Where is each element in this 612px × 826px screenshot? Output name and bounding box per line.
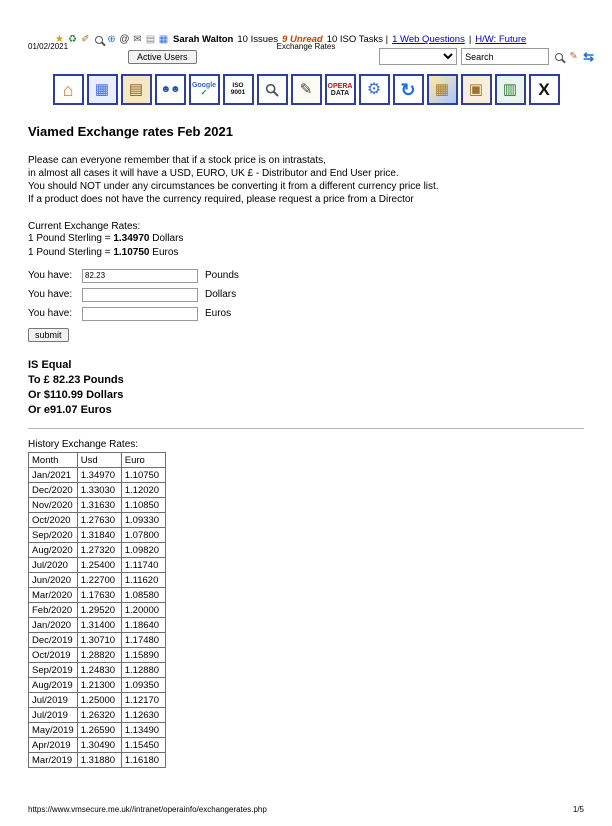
hw-future-link[interactable]: H/W: Future <box>475 34 527 45</box>
history-row <box>29 588 166 603</box>
rate-prefix: 1 Pound Sterling = <box>28 247 114 258</box>
history-cell: 1.16180 <box>121 753 165 768</box>
history-cell: 1.24830 <box>77 663 121 678</box>
pounds-input[interactable] <box>82 269 198 283</box>
meeting-toolbar-button[interactable] <box>427 74 458 105</box>
usd-rate-line <box>28 232 584 246</box>
history-cell: Nov/2020 <box>29 498 78 513</box>
history-cell: 1.31840 <box>77 528 121 543</box>
history-cell: 1.20000 <box>121 603 165 618</box>
at-icon[interactable]: @ <box>119 33 130 45</box>
history-row <box>29 618 166 633</box>
history-cell: Jan/2020 <box>29 618 78 633</box>
history-cell: Dec/2019 <box>29 633 78 648</box>
dollars-input[interactable] <box>82 288 198 302</box>
excel-icon: X <box>538 80 550 99</box>
history-cell: 1.17630 <box>77 588 121 603</box>
result-pounds-line: To £ 82.23 Pounds <box>28 374 124 386</box>
history-table-head <box>29 453 166 468</box>
user-name: Sarah Walton <box>173 34 234 45</box>
history-row <box>29 753 166 768</box>
web-questions-link[interactable]: 1 Web Questions <box>392 34 465 45</box>
history-cell: Jun/2020 <box>29 573 78 588</box>
main-content <box>0 124 612 768</box>
history-cell: 1.15890 <box>121 648 165 663</box>
history-cell: 1.18640 <box>121 618 165 633</box>
magnifier-glyph <box>95 36 103 44</box>
month-column-header: Month <box>29 453 78 468</box>
submit-button[interactable]: submit <box>28 328 69 342</box>
history-row <box>29 558 166 573</box>
history-row <box>29 528 166 543</box>
history-cell: 1.25400 <box>77 558 121 573</box>
euro-column-header: Euro <box>121 453 165 468</box>
search-toolbar-button[interactable] <box>257 74 288 105</box>
magnifier-glyph <box>555 53 563 61</box>
history-cell: 1.31880 <box>77 753 121 768</box>
history-cell: 1.26320 <box>77 708 121 723</box>
history-row <box>29 483 166 498</box>
history-row <box>29 633 166 648</box>
history-cell: 1.27630 <box>77 513 121 528</box>
history-cell: Jul/2020 <box>29 558 78 573</box>
history-cell: 1.12020 <box>121 483 165 498</box>
globe-icon[interactable]: ⊕ <box>107 33 116 45</box>
history-cell: May/2019 <box>29 723 78 738</box>
search-go-icon[interactable] <box>553 51 564 62</box>
history-cell: 1.11620 <box>121 573 165 588</box>
history-cell: Jul/2019 <box>29 693 78 708</box>
current-rates-label: Current Exchange Rates: <box>28 221 141 232</box>
history-cell: 1.15450 <box>121 738 165 753</box>
history-cell: 1.21300 <box>77 678 121 693</box>
section-divider <box>28 428 584 429</box>
history-row <box>29 648 166 663</box>
unread-count: 9 Unread <box>282 34 323 45</box>
main-toolbar <box>0 74 612 105</box>
history-cell: 1.34970 <box>77 468 121 483</box>
history-cell: Mar/2019 <box>29 753 78 768</box>
print-header <box>28 42 584 52</box>
rate-suffix: Euros <box>149 247 179 258</box>
opera-data-icon: OPERA <box>327 82 353 90</box>
print-footer <box>28 805 584 814</box>
google-icon: Google <box>191 82 217 89</box>
gears-icon: ⚙ <box>366 80 382 98</box>
history-row <box>29 573 166 588</box>
history-cell: 1.33030 <box>77 483 121 498</box>
excel-toolbar-button[interactable] <box>529 74 560 105</box>
opera-data-icon-line2: DATA <box>330 89 350 97</box>
history-row <box>29 543 166 558</box>
history-cell: 1.31630 <box>77 498 121 513</box>
dollars-unit-label: Dollars <box>205 289 237 300</box>
euro-rate-line <box>28 246 584 260</box>
history-table-body <box>29 468 166 768</box>
print-page-number: 1/5 <box>572 805 584 814</box>
history-row <box>29 468 166 483</box>
history-row <box>29 723 166 738</box>
edit-icon: ✎ <box>299 81 313 98</box>
usd-column-header: Usd <box>77 453 121 468</box>
converter-form <box>28 266 584 342</box>
conversion-result <box>28 358 584 418</box>
euros-unit-label: Euros <box>205 308 232 319</box>
history-row <box>29 678 166 693</box>
history-row <box>29 498 166 513</box>
history-cell: 1.10750 <box>121 468 165 483</box>
active-users-button[interactable]: Active Users <box>128 50 197 64</box>
history-cell: 1.10850 <box>121 498 165 513</box>
history-cell: Aug/2019 <box>29 678 78 693</box>
print-title: Exchange Rates <box>276 42 336 51</box>
notice-line: in almost all cases it will have a USD, EURO, UK £ - Distributor and End User price. <box>28 168 399 179</box>
package-toolbar-button[interactable] <box>461 74 492 105</box>
google-toolbar-button[interactable] <box>189 74 220 105</box>
history-cell: Jul/2019 <box>29 708 78 723</box>
star-icon[interactable]: ★ <box>55 33 64 45</box>
history-header-row <box>29 453 166 468</box>
users-icon: ☻☻ <box>160 83 180 95</box>
history-cell: 1.07800 <box>121 528 165 543</box>
history-row <box>29 738 166 753</box>
books-icon: ▥ <box>502 81 518 98</box>
meeting-icon: ▦ <box>434 81 450 98</box>
iso9001-icon: ISO 9001 <box>230 82 246 96</box>
euros-input[interactable] <box>82 307 198 321</box>
history-cell: 1.17480 <box>121 633 165 648</box>
history-cell: Jan/2021 <box>29 468 78 483</box>
history-cell: Sep/2019 <box>29 663 78 678</box>
usd-rate-value: 1.34970 <box>113 233 150 244</box>
history-cell: 1.29520 <box>77 603 121 618</box>
history-cell: 1.26590 <box>77 723 121 738</box>
notice-line: You should NOT under any circumstances be converting it from a different currency price list. <box>28 181 439 192</box>
mail-icon[interactable]: ✉ <box>133 33 142 45</box>
history-row <box>29 603 166 618</box>
document-icon[interactable]: ▤ <box>145 33 156 45</box>
refresh-toolbar-button[interactable] <box>393 74 424 105</box>
history-cell: Oct/2020 <box>29 513 78 528</box>
you-have-label: You have: <box>28 308 73 319</box>
print-date: 01/02/2021 <box>28 42 69 51</box>
history-row <box>29 513 166 528</box>
books-toolbar-button[interactable] <box>495 74 526 105</box>
history-cell: 1.09350 <box>121 678 165 693</box>
history-table <box>28 452 166 768</box>
notice-line: Please can everyone remember that if a stock price is on intrastats, <box>28 155 326 166</box>
recycle-icon[interactable]: ♻ <box>68 33 77 45</box>
home-icon: ⌂ <box>62 79 74 100</box>
result-euros-line: Or e91.07 Euros <box>28 404 112 416</box>
history-cell: 1.12880 <box>121 663 165 678</box>
history-cell: 1.13490 <box>121 723 165 738</box>
euro-rate-value: 1.10750 <box>113 247 150 258</box>
archive-toolbar-button[interactable] <box>121 74 152 105</box>
history-cell: Apr/2019 <box>29 738 78 753</box>
history-cell: 1.09820 <box>121 543 165 558</box>
home-toolbar-button[interactable] <box>53 74 84 105</box>
history-cell: 1.25000 <box>77 693 121 708</box>
euros-row <box>28 304 584 323</box>
computer-icon: ▦ <box>94 81 110 98</box>
separator: | <box>468 34 472 45</box>
history-cell: 1.28820 <box>77 648 121 663</box>
history-cell: Feb/2020 <box>29 603 78 618</box>
pencil-icon[interactable]: ✐ <box>81 33 90 45</box>
history-cell: 1.31400 <box>77 618 121 633</box>
history-cell: Aug/2020 <box>29 543 78 558</box>
history-cell: 1.12630 <box>121 708 165 723</box>
print-url: https://www.vmsecure.me.uk//intranet/operainfo/exchangerates.php <box>28 805 267 814</box>
history-cell: 1.12170 <box>121 693 165 708</box>
you-have-label: You have: <box>28 289 73 300</box>
you-have-label: You have: <box>28 270 73 281</box>
history-cell: 1.22700 <box>77 573 121 588</box>
edit-icon[interactable]: ✎ <box>569 50 578 62</box>
computer-toolbar-button[interactable] <box>87 74 118 105</box>
google-check-icon: ✓ <box>200 88 208 97</box>
rate-prefix: 1 Pound Sterling = <box>28 233 114 244</box>
history-cell: Oct/2019 <box>29 648 78 663</box>
history-cell: 1.30710 <box>77 633 121 648</box>
notice-line: If a product does not have the currency required, please request a price from a Director <box>28 194 414 205</box>
chest-icon: ▤ <box>128 81 144 98</box>
issues-count: 10 Issues <box>237 34 279 45</box>
rate-suffix: Dollars <box>149 233 184 244</box>
history-cell: Sep/2020 <box>29 528 78 543</box>
pounds-unit-label: Pounds <box>205 270 239 281</box>
edit-toolbar-button[interactable] <box>291 74 322 105</box>
history-cell: 1.30490 <box>77 738 121 753</box>
history-cell: 1.27320 <box>77 543 121 558</box>
search-icon <box>264 82 280 98</box>
sync-icon[interactable]: ⇆ <box>583 48 594 64</box>
package-icon: ▣ <box>468 81 484 98</box>
history-label: History Exchange Rates: <box>28 439 139 450</box>
history-row <box>29 663 166 678</box>
history-cell: Dec/2020 <box>29 483 78 498</box>
history-cell: Mar/2020 <box>29 588 78 603</box>
history-row <box>29 693 166 708</box>
result-dollars-line: Or $110.99 Dollars <box>28 389 124 401</box>
history-cell: 1.11740 <box>121 558 165 573</box>
iso-toolbar-button[interactable] <box>223 74 254 105</box>
page-title: Viamed Exchange rates Feb 2021 <box>28 124 233 139</box>
history-cell: 1.08580 <box>121 588 165 603</box>
grid-icon[interactable]: ▦ <box>158 33 169 45</box>
settings-toolbar-button[interactable] <box>359 74 390 105</box>
dollars-row <box>28 285 584 304</box>
users-toolbar-button[interactable] <box>155 74 186 105</box>
iso-tasks-count: 10 ISO Tasks | <box>326 34 389 45</box>
history-row <box>29 708 166 723</box>
opera-data-toolbar-button[interactable] <box>325 74 356 105</box>
refresh-icon: ↻ <box>400 79 416 100</box>
result-equal-line: IS Equal <box>28 359 72 371</box>
notice-paragraph <box>28 154 584 206</box>
pounds-row <box>28 266 584 285</box>
history-cell: 1.09330 <box>121 513 165 528</box>
